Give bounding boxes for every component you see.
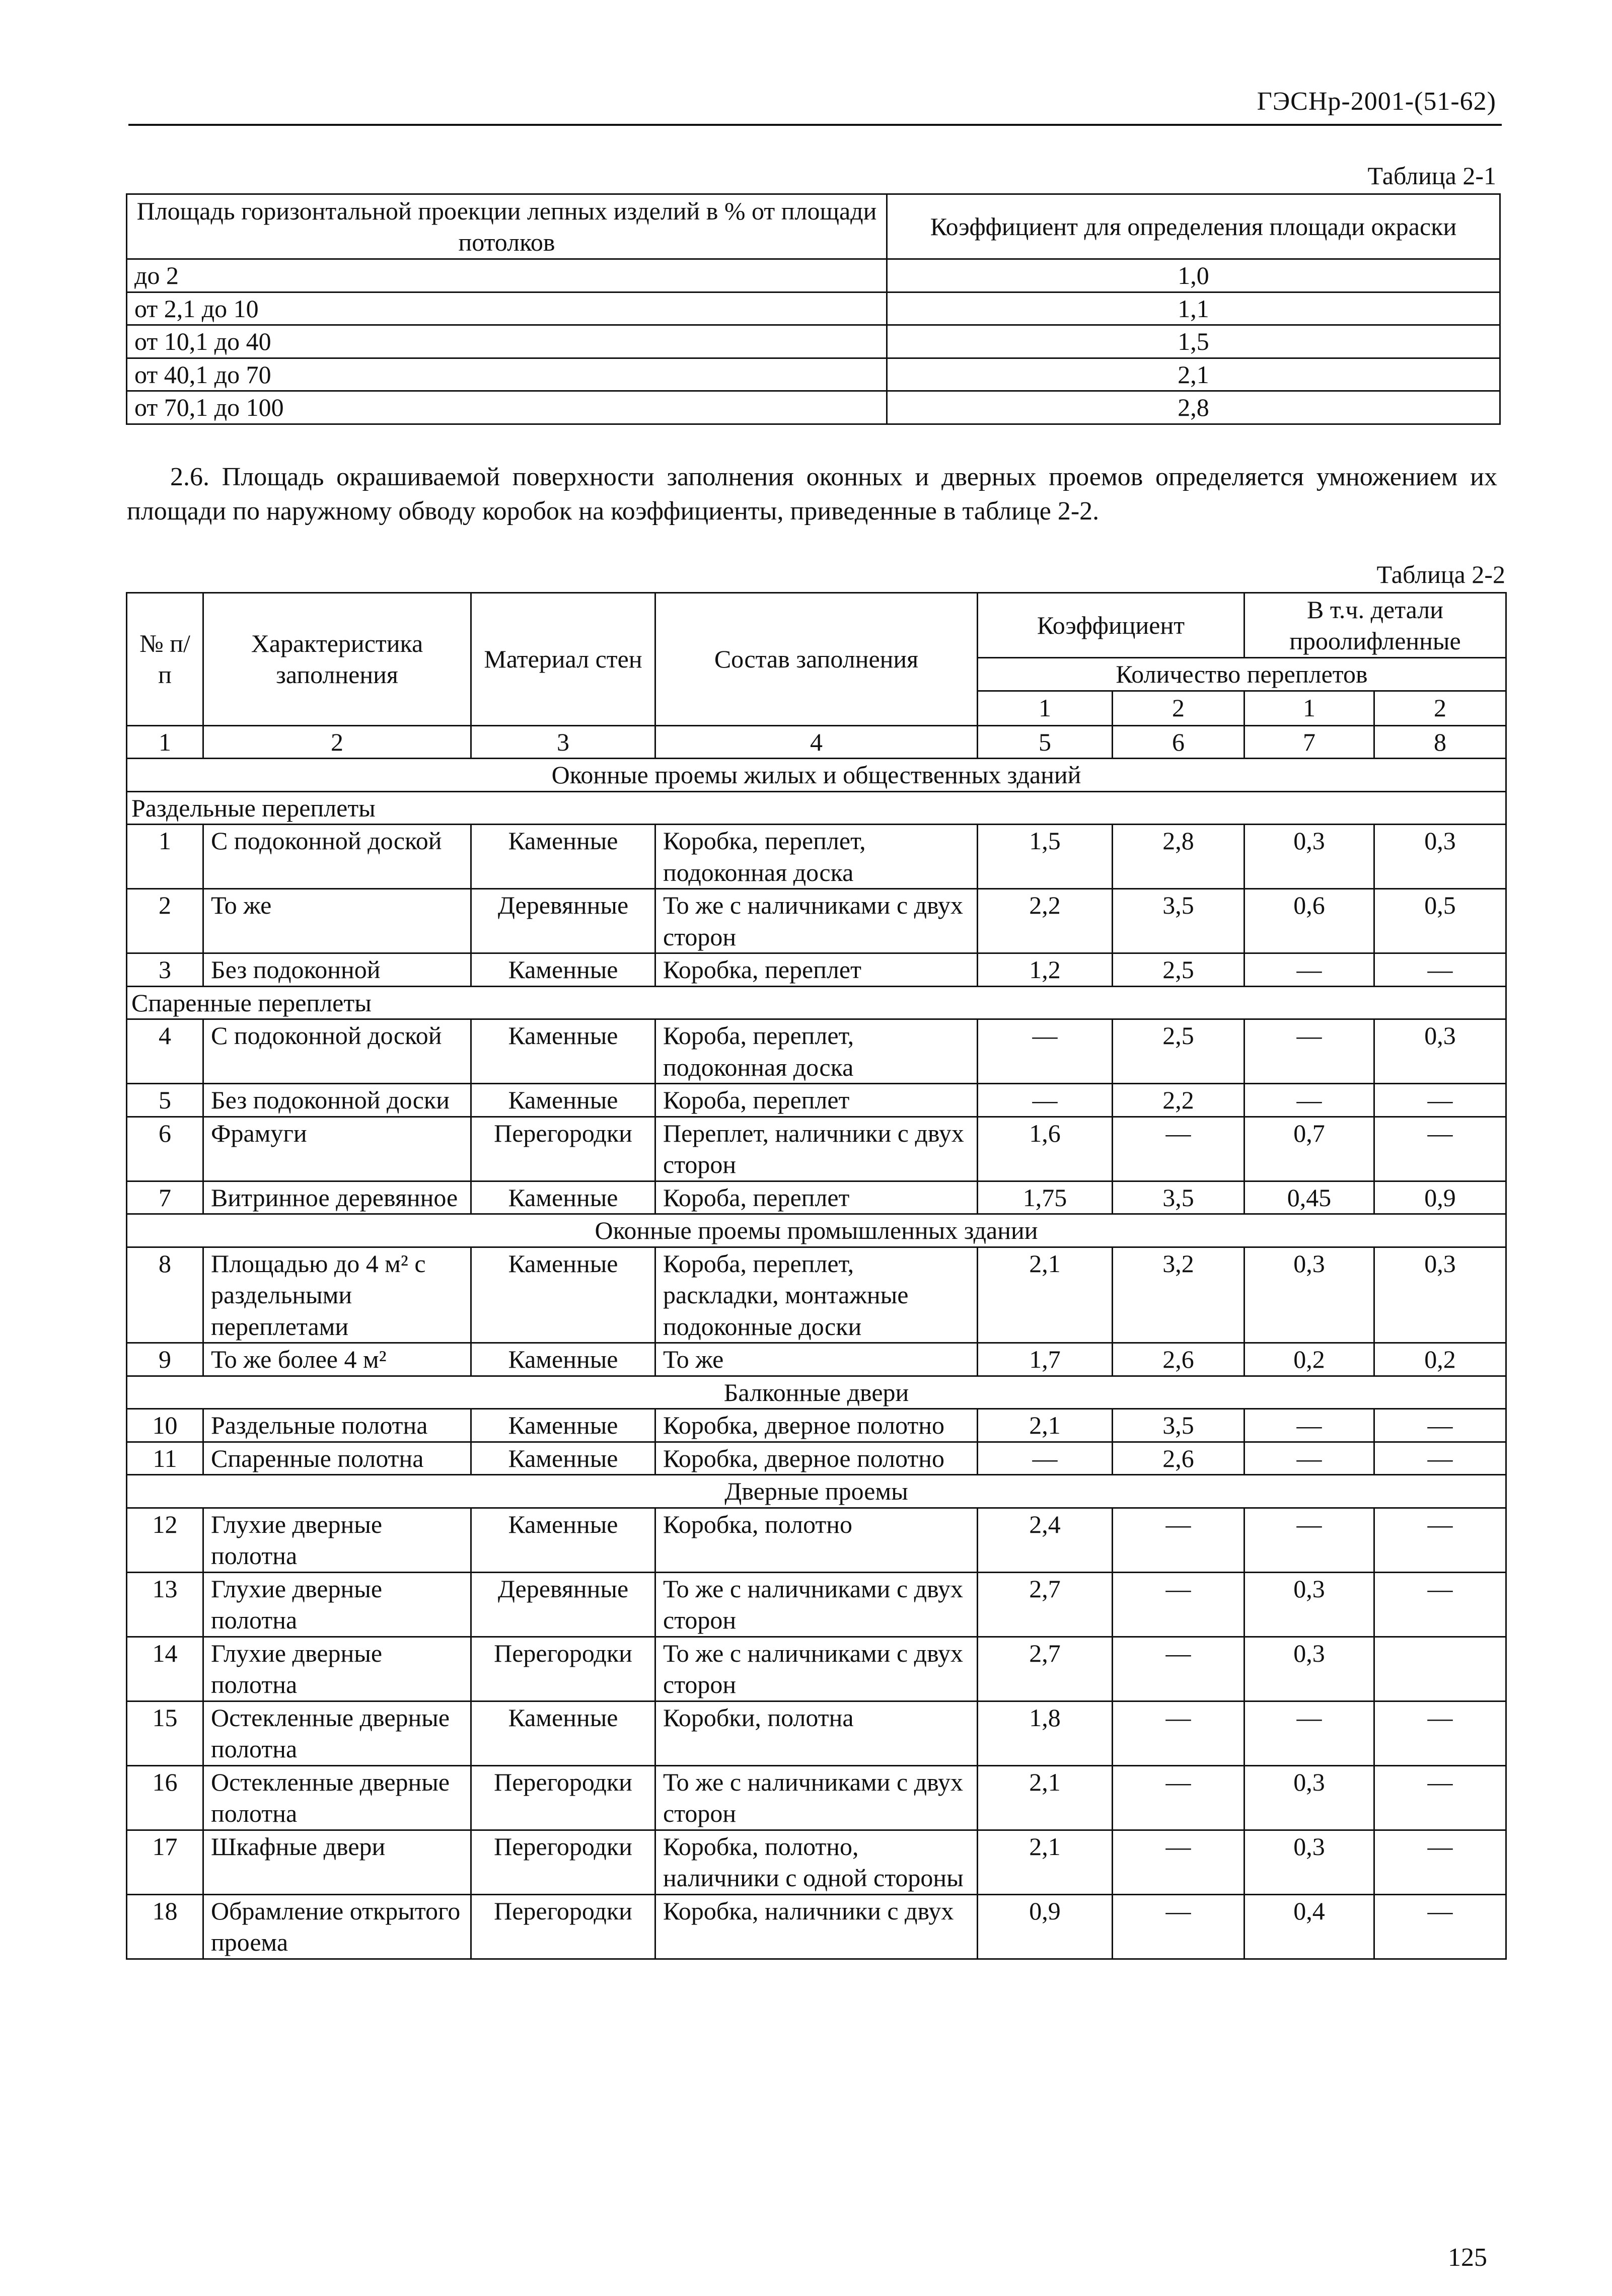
head-character: Характеристика заполнения <box>203 593 471 726</box>
area-range-cell: до 2 <box>127 259 887 292</box>
composition-cell: То же с наличниками с двух сторон <box>655 889 978 953</box>
table-row <box>127 1572 1506 1637</box>
characteristic-cell: Остекленные дверные полотна <box>203 1765 471 1830</box>
row-number-cell: 3 <box>127 953 203 987</box>
section-header: Оконные проемы жилых и общественных зданий <box>127 759 1506 792</box>
section-header: Балконные двери <box>127 1376 1506 1409</box>
table-row <box>127 259 1500 292</box>
coef-2-cell: 3,5 <box>1113 1181 1244 1214</box>
details-2-cell <box>1374 1637 1506 1701</box>
section-header-row <box>127 791 1506 825</box>
row-number-cell: 17 <box>127 1830 203 1894</box>
coef-1-cell: 2,7 <box>978 1572 1113 1637</box>
composition-cell: То же с наличниками с двух сторон <box>655 1637 978 1701</box>
row-number-cell: 9 <box>127 1343 203 1376</box>
coef-1-cell: 2,1 <box>978 1765 1113 1830</box>
composition-cell: То же <box>655 1343 978 1376</box>
header-rule <box>128 124 1502 126</box>
material-cell: Каменные <box>471 1701 655 1765</box>
composition-cell: Короба, переплет, раскладки, монтажные подоконные доски <box>655 1247 978 1343</box>
coef-1-cell: 2,7 <box>978 1637 1113 1701</box>
table-row <box>127 1084 1506 1117</box>
table-row <box>127 953 1506 987</box>
coef-1-cell: 2,2 <box>978 889 1113 953</box>
head-frames-count: Количество переплетов <box>978 658 1506 691</box>
details-1-cell: 0,3 <box>1244 1637 1374 1701</box>
table-2-1 <box>126 193 1501 425</box>
characteristic-cell: Витринное деревянное <box>203 1181 471 1214</box>
table-2-2-caption: Таблица 2-2 <box>1376 560 1505 588</box>
coef-1-cell: — <box>978 1084 1113 1117</box>
details-1-cell: — <box>1244 1442 1374 1475</box>
details-2-cell: 0,3 <box>1374 1019 1506 1084</box>
coef-1-cell: 1,2 <box>978 953 1113 987</box>
details-1-cell: 0,3 <box>1244 1572 1374 1637</box>
composition-cell: Короба, переплет <box>655 1181 978 1214</box>
head-composition: Состав заполнения <box>655 593 978 726</box>
coef-2-cell: — <box>1113 1637 1244 1701</box>
section-header: Оконные проемы промышленных здании <box>127 1214 1506 1247</box>
row-number-cell: 16 <box>127 1765 203 1830</box>
table-row <box>127 1343 1506 1376</box>
material-cell: Каменные <box>471 953 655 987</box>
head-sub: 2 <box>1374 691 1506 725</box>
characteristic-cell: То же более 4 м² <box>203 1343 471 1376</box>
head-coefficient: Коэффициент <box>978 593 1244 658</box>
coef-2-cell: 3,5 <box>1113 1409 1244 1442</box>
characteristic-cell: То же <box>203 889 471 953</box>
paragraph-2-6: 2.6. Площадь окрашиваемой поверхности заполнения оконных и дверных проемов определяется умножением их площади по наружному обводу коробок на коэффициенты, приведенные в таблице 2-2. <box>127 463 1497 526</box>
characteristic-cell: Шкафные двери <box>203 1830 471 1894</box>
page-number: 125 <box>1448 2243 1487 2272</box>
row-number-cell: 1 <box>127 825 203 889</box>
details-1-cell: 0,7 <box>1244 1117 1374 1181</box>
section-header-row <box>127 1475 1506 1508</box>
coef-1-cell: — <box>978 1442 1113 1475</box>
table-row <box>127 1701 1506 1765</box>
coef-1-cell: 1,75 <box>978 1181 1113 1214</box>
table-2-1-head-area: Площадь горизонтальной проекции лепных изделий в % от площади потолков <box>127 194 887 259</box>
table-row <box>127 325 1500 358</box>
material-cell: Перегородки <box>471 1830 655 1894</box>
head-material: Материал стен <box>471 593 655 726</box>
table-row <box>127 358 1500 391</box>
table-2-2 <box>126 592 1507 1960</box>
composition-cell: Коробка, дверное полотно <box>655 1442 978 1475</box>
composition-cell: Коробка, переплет, подоконная доска <box>655 825 978 889</box>
coef-1-cell: 1,8 <box>978 1701 1113 1765</box>
row-number-cell: 4 <box>127 1019 203 1084</box>
row-number-cell: 12 <box>127 1508 203 1572</box>
coef-2-cell: — <box>1113 1572 1244 1637</box>
coef-1-cell: 0,9 <box>978 1894 1113 1959</box>
section-header: Раздельные переплеты <box>127 791 1506 825</box>
column-number: 6 <box>1113 725 1244 759</box>
characteristic-cell: Площадью до 4 м² с раздельными переплетами <box>203 1247 471 1343</box>
composition-cell: Коробка, полотно <box>655 1508 978 1572</box>
section-header-row <box>127 759 1506 792</box>
table-row <box>127 1442 1506 1475</box>
table-row <box>127 889 1506 953</box>
details-2-cell: — <box>1374 1572 1506 1637</box>
characteristic-cell: Спаренные полотна <box>203 1442 471 1475</box>
details-1-cell: — <box>1244 1508 1374 1572</box>
coef-2-cell: — <box>1113 1830 1244 1894</box>
table-row <box>127 1894 1506 1959</box>
details-1-cell: 0,2 <box>1244 1343 1374 1376</box>
table-row <box>127 292 1500 325</box>
coef-2-cell: 2,6 <box>1113 1343 1244 1376</box>
row-number-cell: 15 <box>127 1701 203 1765</box>
coef-1-cell: — <box>978 1019 1113 1084</box>
material-cell: Каменные <box>471 825 655 889</box>
material-cell: Перегородки <box>471 1117 655 1181</box>
characteristic-cell: Раздельные полотна <box>203 1409 471 1442</box>
table-2-2-header-row-1 <box>127 593 1506 658</box>
coef-1-cell: 2,1 <box>978 1409 1113 1442</box>
details-1-cell: — <box>1244 1084 1374 1117</box>
characteristic-cell: Глухие дверные полотна <box>203 1572 471 1637</box>
characteristic-cell: Обрамление открытого проема <box>203 1894 471 1959</box>
table-row <box>127 1117 1506 1181</box>
row-number-cell: 8 <box>127 1247 203 1343</box>
table-2-1-header-row <box>127 194 1500 259</box>
details-2-cell: 0,3 <box>1374 1247 1506 1343</box>
coef-1-cell: 1,7 <box>978 1343 1113 1376</box>
composition-cell: Коробка, наличники с двух <box>655 1894 978 1959</box>
details-1-cell: — <box>1244 953 1374 987</box>
column-number: 2 <box>203 725 471 759</box>
details-1-cell: 0,3 <box>1244 1830 1374 1894</box>
table-row <box>127 391 1500 424</box>
coef-2-cell: 3,2 <box>1113 1247 1244 1343</box>
row-number-cell: 13 <box>127 1572 203 1637</box>
details-2-cell: — <box>1374 1508 1506 1572</box>
details-2-cell: — <box>1374 1084 1506 1117</box>
row-number-cell: 18 <box>127 1894 203 1959</box>
row-number-cell: 2 <box>127 889 203 953</box>
composition-cell: Коробка, дверное полотно <box>655 1409 978 1442</box>
characteristic-cell: Фрамуги <box>203 1117 471 1181</box>
section-header-row <box>127 986 1506 1019</box>
material-cell: Деревянные <box>471 1572 655 1637</box>
area-range-cell: от 70,1 до 100 <box>127 391 887 424</box>
details-2-cell: — <box>1374 1765 1506 1830</box>
table-row <box>127 1019 1506 1084</box>
details-1-cell: 0,3 <box>1244 1765 1374 1830</box>
head-sub: 1 <box>978 691 1113 725</box>
column-number: 4 <box>655 725 978 759</box>
coef-2-cell: — <box>1113 1508 1244 1572</box>
coef-cell: 1,1 <box>887 292 1500 325</box>
details-2-cell: — <box>1374 1701 1506 1765</box>
coef-1-cell: 2,4 <box>978 1508 1113 1572</box>
table-row <box>127 1765 1506 1830</box>
head-sub: 2 <box>1113 691 1244 725</box>
material-cell: Перегородки <box>471 1765 655 1830</box>
head-sub: 1 <box>1244 691 1374 725</box>
material-cell: Каменные <box>471 1343 655 1376</box>
characteristic-cell: Остекленные дверные полотна <box>203 1701 471 1765</box>
area-range-cell: от 10,1 до 40 <box>127 325 887 358</box>
details-1-cell: 0,4 <box>1244 1894 1374 1959</box>
row-number-cell: 6 <box>127 1117 203 1181</box>
table-row <box>127 1181 1506 1214</box>
table-row <box>127 1247 1506 1343</box>
details-1-cell: — <box>1244 1701 1374 1765</box>
details-2-cell: — <box>1374 953 1506 987</box>
head-num: № п/п <box>127 593 203 726</box>
column-numbers-row <box>127 725 1506 759</box>
characteristic-cell: Глухие дверные полотна <box>203 1637 471 1701</box>
characteristic-cell: Без подоконной доски <box>203 1084 471 1117</box>
table-row <box>127 1409 1506 1442</box>
material-cell: Каменные <box>471 1409 655 1442</box>
coef-1-cell: 2,1 <box>978 1247 1113 1343</box>
column-number: 1 <box>127 725 203 759</box>
material-cell: Каменные <box>471 1442 655 1475</box>
coef-cell: 2,8 <box>887 391 1500 424</box>
table-2-1-head-coef: Коэффициент для определения площади окраски <box>887 194 1500 259</box>
coef-cell: 1,0 <box>887 259 1500 292</box>
details-2-cell: — <box>1374 1409 1506 1442</box>
section-header: Спаренные переплеты <box>127 986 1506 1019</box>
coef-2-cell: 2,6 <box>1113 1442 1244 1475</box>
coef-2-cell: 2,8 <box>1113 825 1244 889</box>
head-incl-details: В т.ч. детали проолифленные <box>1244 593 1506 658</box>
composition-cell: То же с наличниками с двух сторон <box>655 1765 978 1830</box>
details-1-cell: — <box>1244 1409 1374 1442</box>
area-range-cell: от 2,1 до 10 <box>127 292 887 325</box>
details-2-cell: 0,9 <box>1374 1181 1506 1214</box>
details-2-cell: — <box>1374 1442 1506 1475</box>
characteristic-cell: Без подоконной <box>203 953 471 987</box>
composition-cell: То же с наличниками с двух сторон <box>655 1572 978 1637</box>
row-number-cell: 5 <box>127 1084 203 1117</box>
composition-cell: Коробки, полотна <box>655 1701 978 1765</box>
coef-2-cell: — <box>1113 1701 1244 1765</box>
row-number-cell: 10 <box>127 1409 203 1442</box>
characteristic-cell: С подоконной доской <box>203 1019 471 1084</box>
composition-cell: Коробка, полотно, наличники с одной стороны <box>655 1830 978 1894</box>
coef-2-cell: — <box>1113 1894 1244 1959</box>
composition-cell: Переплет, наличники с двух сторон <box>655 1117 978 1181</box>
row-number-cell: 11 <box>127 1442 203 1475</box>
coef-cell: 1,5 <box>887 325 1500 358</box>
details-2-cell: — <box>1374 1894 1506 1959</box>
details-2-cell: 0,3 <box>1374 825 1506 889</box>
details-2-cell: 0,5 <box>1374 889 1506 953</box>
details-2-cell: — <box>1374 1117 1506 1181</box>
coef-2-cell: 2,2 <box>1113 1084 1244 1117</box>
details-2-cell: — <box>1374 1830 1506 1894</box>
characteristic-cell: С подоконной доской <box>203 825 471 889</box>
column-number: 7 <box>1244 725 1374 759</box>
coef-cell: 2,1 <box>887 358 1500 391</box>
details-2-cell: 0,2 <box>1374 1343 1506 1376</box>
coef-1-cell: 1,6 <box>978 1117 1113 1181</box>
characteristic-cell: Глухие дверные полотна <box>203 1508 471 1572</box>
composition-cell: Короба, переплет, подоконная доска <box>655 1019 978 1084</box>
table-row <box>127 1637 1506 1701</box>
coef-2-cell: 2,5 <box>1113 953 1244 987</box>
details-1-cell: 0,3 <box>1244 825 1374 889</box>
table-row <box>127 1508 1506 1572</box>
material-cell: Каменные <box>471 1084 655 1117</box>
material-cell: Каменные <box>471 1019 655 1084</box>
table-row <box>127 1830 1506 1894</box>
document-code: ГЭСНр-2001-(51-62) <box>1257 87 1496 116</box>
coef-2-cell: — <box>1113 1765 1244 1830</box>
row-number-cell: 14 <box>127 1637 203 1701</box>
coef-2-cell: 2,5 <box>1113 1019 1244 1084</box>
material-cell: Перегородки <box>471 1637 655 1701</box>
coef-1-cell: 2,1 <box>978 1830 1113 1894</box>
section-header-row <box>127 1376 1506 1409</box>
composition-cell: Короба, переплет <box>655 1084 978 1117</box>
details-1-cell: 0,6 <box>1244 889 1374 953</box>
material-cell: Каменные <box>471 1247 655 1343</box>
details-1-cell: — <box>1244 1019 1374 1084</box>
composition-cell: Коробка, переплет <box>655 953 978 987</box>
coef-2-cell: — <box>1113 1117 1244 1181</box>
material-cell: Деревянные <box>471 889 655 953</box>
column-number: 5 <box>978 725 1113 759</box>
column-number: 3 <box>471 725 655 759</box>
coef-2-cell: 3,5 <box>1113 889 1244 953</box>
row-number-cell: 7 <box>127 1181 203 1214</box>
details-1-cell: 0,45 <box>1244 1181 1374 1214</box>
section-header: Дверные проемы <box>127 1475 1506 1508</box>
details-1-cell: 0,3 <box>1244 1247 1374 1343</box>
material-cell: Каменные <box>471 1181 655 1214</box>
coef-1-cell: 1,5 <box>978 825 1113 889</box>
column-number: 8 <box>1374 725 1506 759</box>
table-2-1-caption: Таблица 2-1 <box>1367 162 1496 190</box>
material-cell: Перегородки <box>471 1894 655 1959</box>
material-cell: Каменные <box>471 1508 655 1572</box>
section-header-row <box>127 1214 1506 1247</box>
table-row <box>127 825 1506 889</box>
area-range-cell: от 40,1 до 70 <box>127 358 887 391</box>
